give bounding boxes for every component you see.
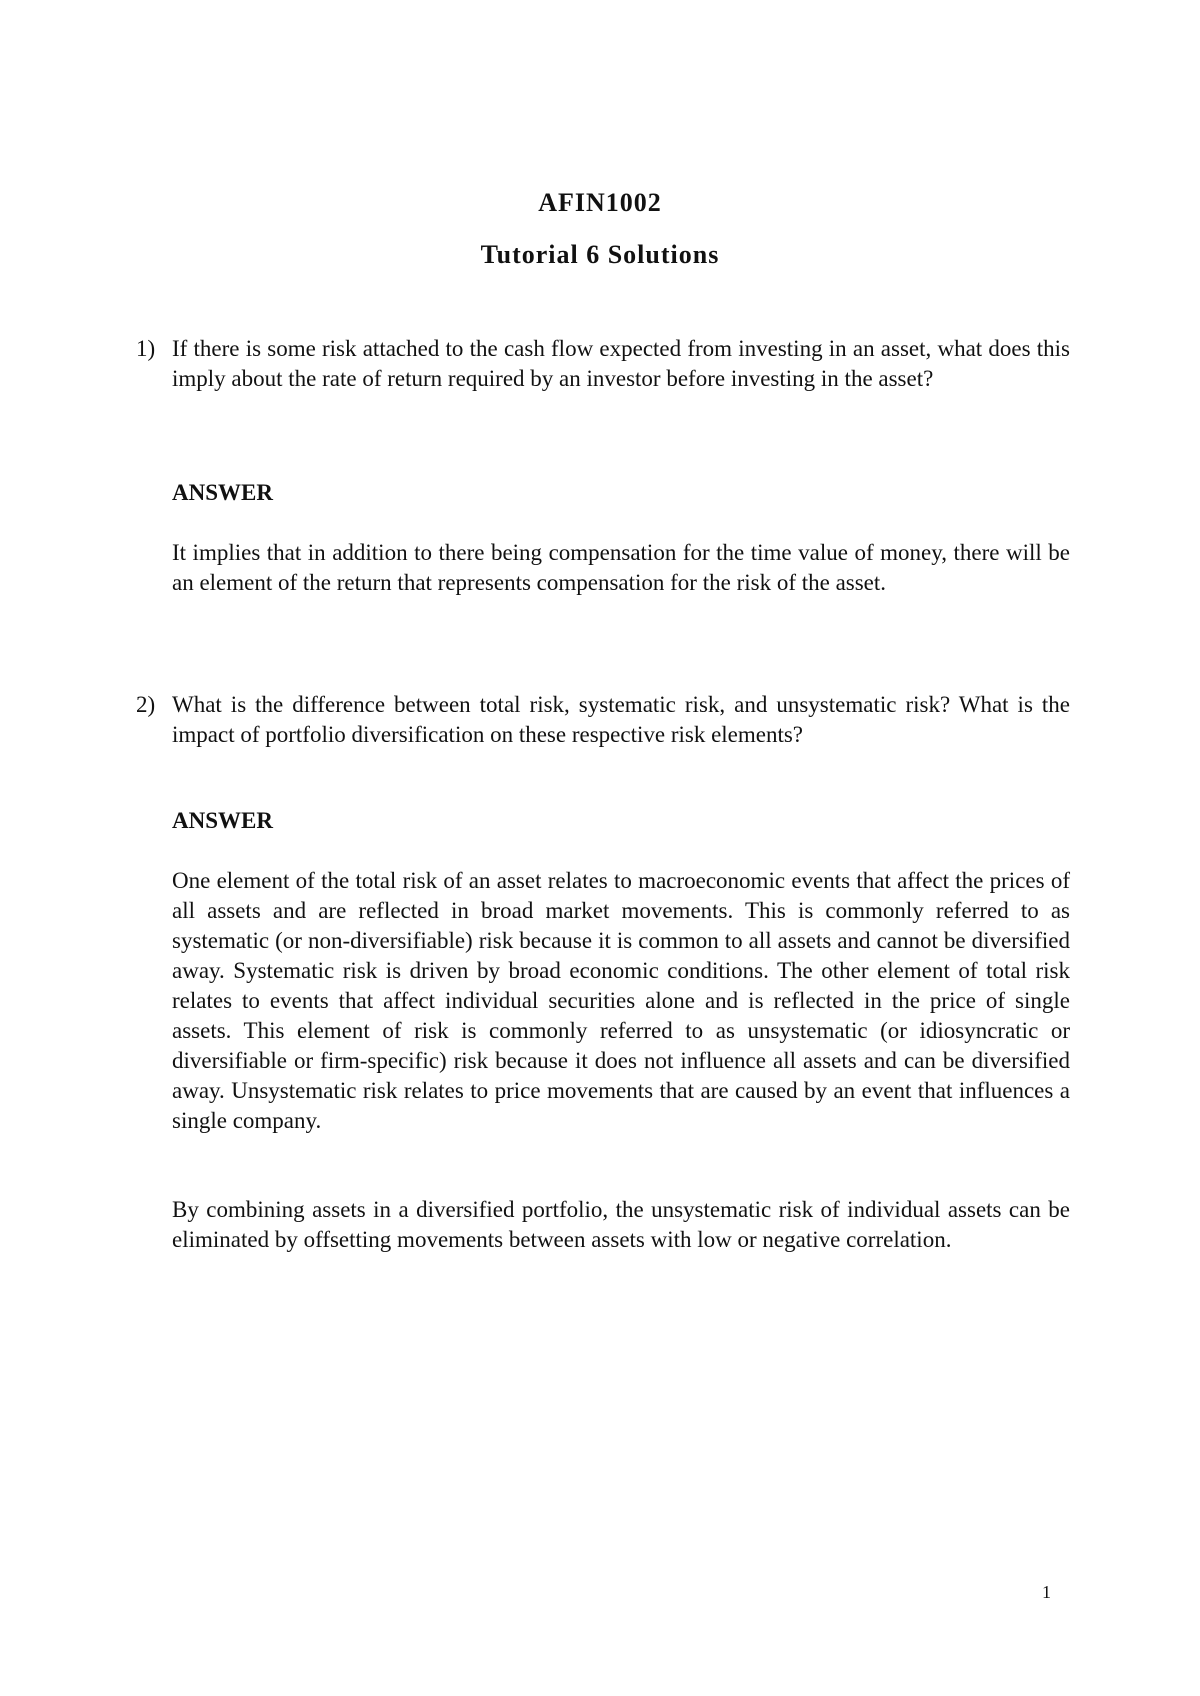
answer-paragraph: One element of the total risk of an asset relates to macroeconomic events that affect the prices of all assets and are reflected in broad market movements. This is commonly referred to as systematic (or non-diversifiable) risk because it is common to all assets and cannot be diversified away. Systematic risk is driven by broad economic conditions. The other element of total risk relates to events that affect individual securities alone and is reflected in the price of single assets. This element of risk is commonly referred to as unsystematic (or idiosyncratic or diversifiable or firm-specific) risk because it does not influence all assets and can be diversified away. Unsystematic risk relates to price movements that are caused by an event that influences a single company. — [172, 868, 1070, 1133]
question-number: 1) — [136, 336, 156, 361]
question-number: 2) — [136, 692, 156, 717]
question-text: What is the difference between total risk, systematic risk, and unsystematic risk? What is the impact of portfolio diversification on these respective risk elements? — [172, 692, 1070, 747]
document-title: Tutorial 6 Solutions — [480, 240, 720, 269]
answer-label: ANSWER — [172, 480, 273, 505]
answer-paragraph: It implies that in addition to there being compensation for the time value of money, there will be an element of the return that represents compensation for the risk of the asset. — [172, 540, 1070, 595]
page-number: 1 — [1042, 1582, 1051, 1602]
answer-paragraph: By combining assets in a diversified portfolio, the unsystematic risk of individual assets can be eliminated by offsetting movements between assets with low or negative correlation. — [172, 1197, 1070, 1252]
course-code: AFIN1002 — [538, 188, 662, 217]
question-text: If there is some risk attached to the cash flow expected from investing in an asset, what does this imply about the rate of return required by an investor before investing in the asset? — [172, 336, 1070, 391]
answer-label: ANSWER — [172, 808, 273, 833]
